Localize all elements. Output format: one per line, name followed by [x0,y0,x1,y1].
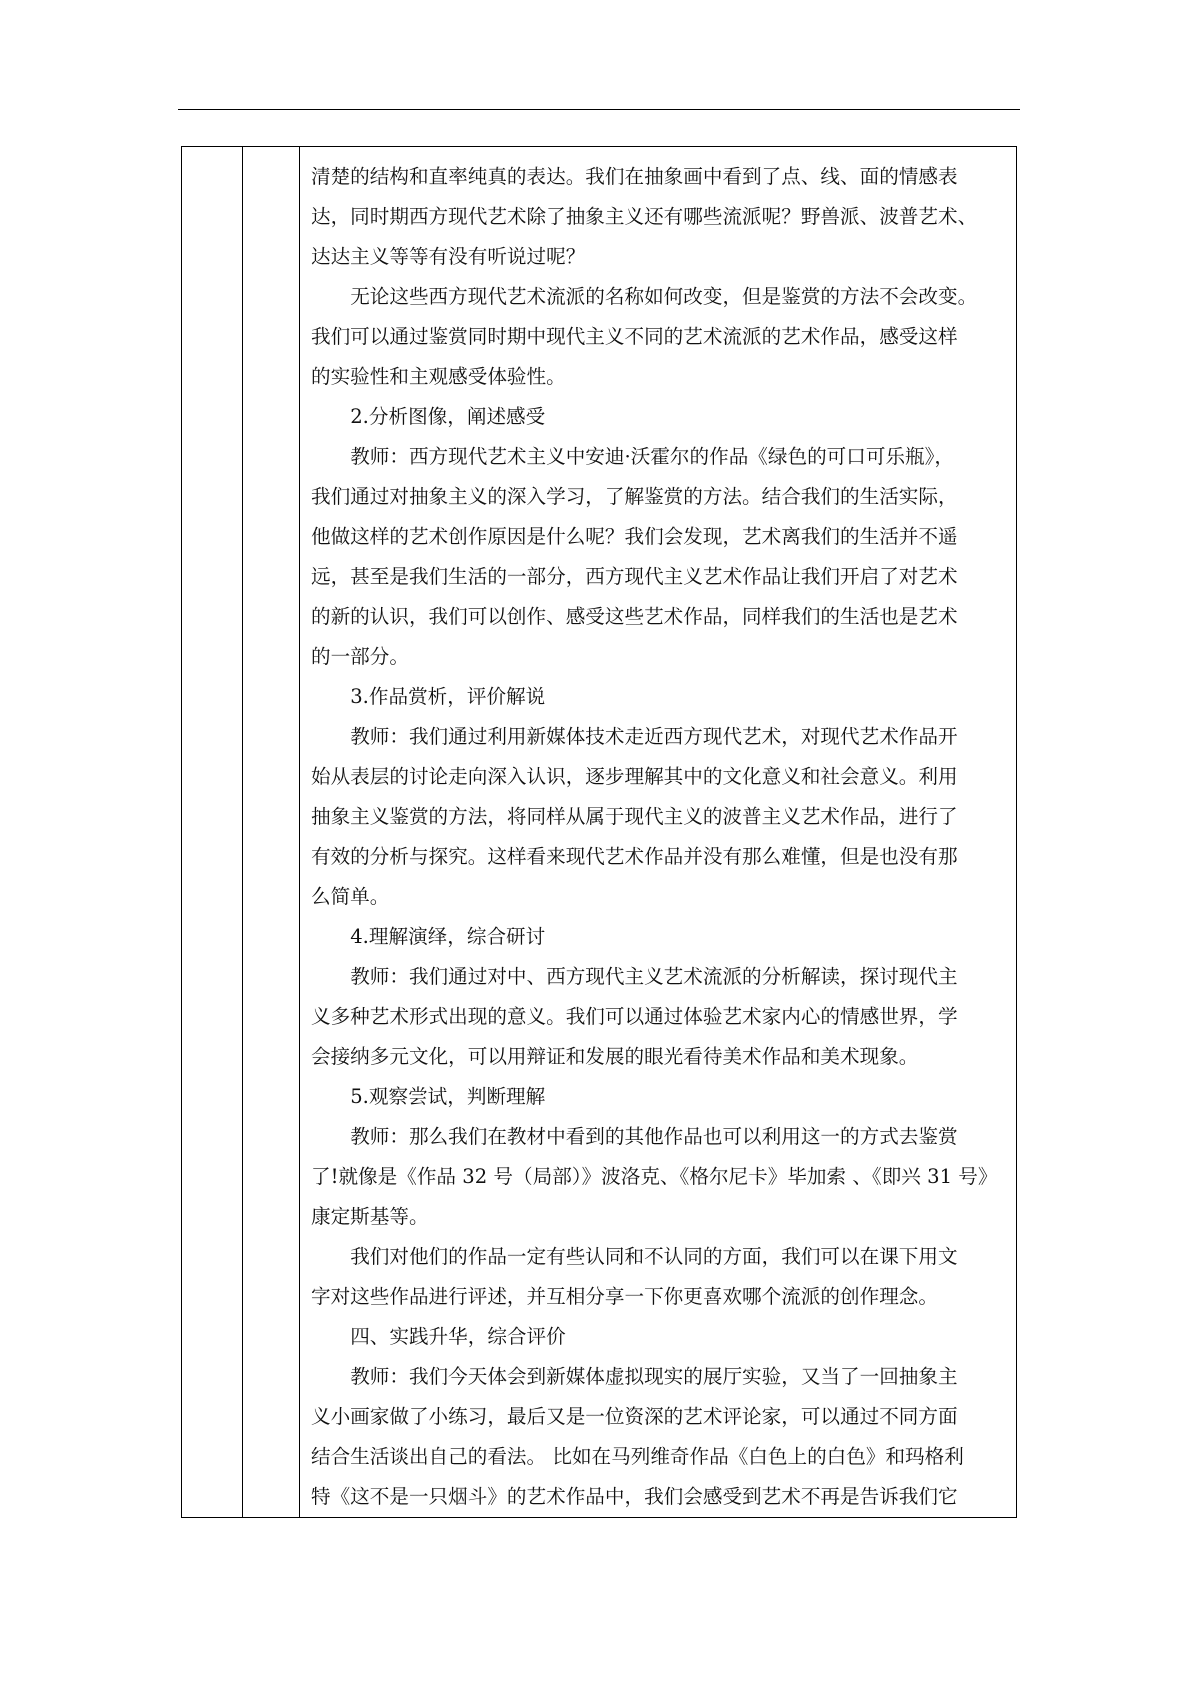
text-line: 义多种艺术形式出现的意义。我们可以通过体验艺术家内心的情感世界，学 [311,1005,958,1028]
paragraph [311,717,1007,917]
paragraph [311,957,1007,1077]
paragraph [311,437,1007,677]
section-heading [311,677,1007,717]
text-line: 教师：我们通过利用新媒体技术走近西方现代艺术，对现代艺术作品开 [350,725,958,748]
table-column-divider-1 [242,147,243,1517]
text-line: 4.理解演绎，综合研讨 [350,925,546,948]
text-line: 2.分析图像，阐述感受 [350,405,546,428]
text-line: 远，甚至是我们生活的一部分，西方现代主义艺术作品让我们开启了对艺术 [311,565,958,588]
text-line: 会接纳多元文化，可以用辩证和发展的眼光看待美术作品和美术现象。 [311,1045,919,1068]
text-line: 达达主义等等有没有听说过呢？ [311,245,586,268]
paragraph [311,1117,1007,1237]
section-heading [311,397,1007,437]
text-line: 教师：我们今天体会到新媒体虚拟现实的展厅实验，又当了一回抽象主 [350,1365,958,1388]
text-line: 教师：那么我们在教材中看到的其他作品也可以利用这一的方式去鉴赏 [350,1125,958,1148]
text-line: 他做这样的艺术创作原因是什么呢？我们会发现，艺术离我们的生活并不遥 [311,525,958,548]
table-column-divider-2 [299,147,300,1517]
text-line: 义小画家做了小练习，最后又是一位资深的艺术评论家，可以通过不同方面 [311,1405,958,1428]
text-line: 康定斯基等。 [311,1205,429,1228]
text-line: 的一部分。 [311,645,409,668]
text-line: 始从表层的讨论走向深入认识，逐步理解其中的文化意义和社会意义。利用 [311,765,958,788]
lesson-table [181,146,1017,1518]
text-line: 教师：我们通过对中、西方现代主义艺术流派的分析解读，探讨现代主 [350,965,958,988]
paragraph [311,157,1007,277]
text-line: 的实验性和主观感受体验性。 [311,365,566,388]
paragraph [311,1357,1007,1517]
text-line: 教师：西方现代艺术主义中安迪·沃霍尔的作品《绿色的可口可乐瓶》， [350,445,955,468]
text-line: 抽象主义鉴赏的方法，将同样从属于现代主义的波普主义艺术作品，进行了 [311,805,958,828]
text-line: 我们对他们的作品一定有些认同和不认同的方面，我们可以在课下用文 [350,1245,958,1268]
text-line: 了!就像是《作品 32 号（局部）》波洛克、《格尔尼卡》毕加索 、《即兴 31 号》 [311,1165,998,1188]
header-rule [178,109,1020,110]
text-line: 么简单。 [311,885,390,908]
section-heading [311,1077,1007,1117]
text-line: 字对这些作品进行评述，并互相分享一下你更喜欢哪个流派的创作理念。 [311,1285,938,1308]
text-line: 四、实践升华，综合评价 [350,1325,566,1348]
text-line: 我们通过对抽象主义的深入学习，了解鉴赏的方法。结合我们的生活实际， [311,485,958,508]
text-line: 特《这不是一只烟斗》的艺术作品中，我们会感受到艺术不再是告诉我们它 [311,1485,958,1508]
text-line: 无论这些西方现代艺术流派的名称如何改变，但是鉴赏的方法不会改变。 [350,285,978,308]
paragraph [311,277,1007,397]
text-line: 3.作品赏析，评价解说 [350,685,546,708]
text-line: 有效的分析与探究。这样看来现代艺术作品并没有那么难懂，但是也没有那 [311,845,958,868]
text-line: 的新的认识，我们可以创作、感受这些艺术作品，同样我们的生活也是艺术 [311,605,958,628]
text-line: 清楚的结构和直率纯真的表达。我们在抽象画中看到了点、线、面的情感表 [311,165,958,188]
section-heading [311,1317,1007,1357]
text-line: 达，同时期西方现代艺术除了抽象主义还有哪些流派呢？野兽派、波普艺术、 [311,205,978,228]
paragraph [311,1237,1007,1317]
text-line: 结合生活谈出自己的看法。 比如在马列维奇作品《白色上的白色》和玛格利 [311,1445,964,1468]
text-line: 我们可以通过鉴赏同时期中现代主义不同的艺术流派的艺术作品，感受这样 [311,325,958,348]
section-heading [311,917,1007,957]
text-line: 5.观察尝试，判断理解 [350,1085,546,1108]
lesson-content-cell [311,157,1007,1517]
